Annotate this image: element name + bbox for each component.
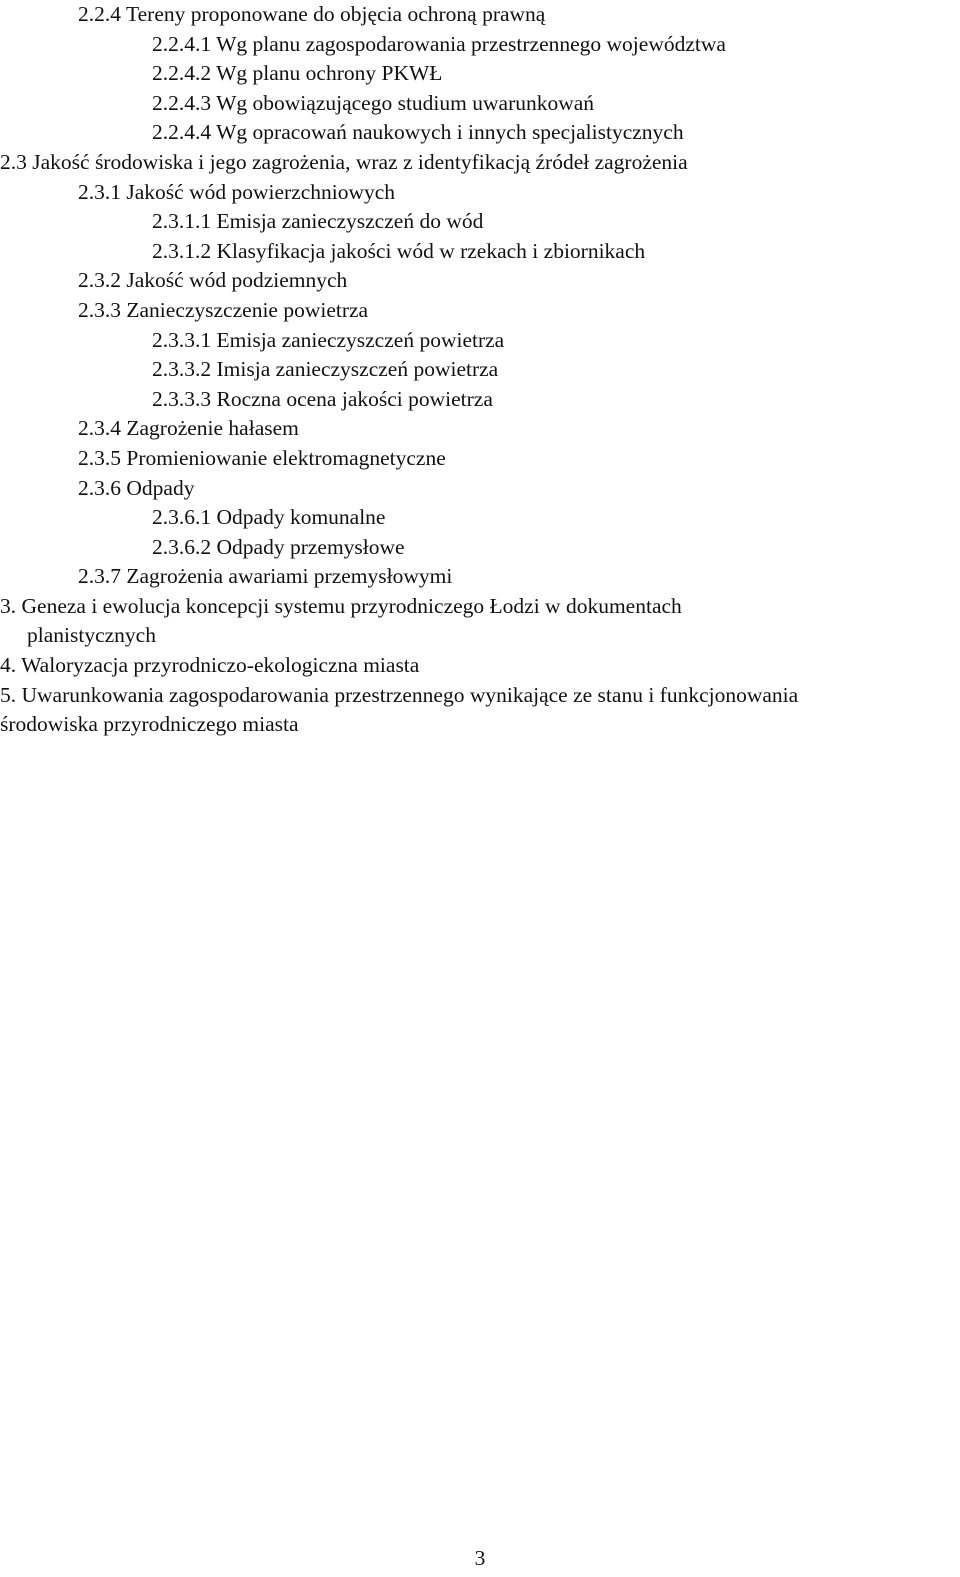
toc-entry-2-3-7: 2.3.7 Zagrożenia awariami przemysłowymi <box>78 564 453 589</box>
toc-entry-4: 4. Waloryzacja przyrodniczo-ekologiczna miasta <box>0 653 420 678</box>
toc-entry-2-2-4-3: 2.2.4.3 Wg obowiązującego studium uwarunkowań <box>152 90 595 115</box>
toc-entry-2-3-3-2: 2.3.3.2 Imisja zanieczyszczeń powietrza <box>152 357 499 382</box>
toc-entry-2-3-4: 2.3.4 Zagrożenie hałasem <box>78 416 299 441</box>
toc-entry-2-3-6: 2.3.6 Odpady <box>78 475 195 500</box>
table-of-contents <box>0 0 960 740</box>
toc-entry-2-3-3-3: 2.3.3.3 Roczna ocena jakości powietrza <box>152 386 493 411</box>
toc-entry-2-3-6-1: 2.3.6.1 Odpady komunalne <box>152 505 386 530</box>
toc-entry-2-3-6-2: 2.3.6.2 Odpady przemysłowe <box>152 534 405 559</box>
toc-entry-2-2-4-1: 2.2.4.1 Wg planu zagospodarowania przestrzennego województwa <box>152 31 726 56</box>
page-number: 3 <box>474 1546 486 1570</box>
toc-entry-3: 3. Geneza i ewolucja koncepcji systemu przyrodniczego Łodzi w dokumentach <box>0 593 682 618</box>
toc-entry-2-3-3: 2.3.3 Zanieczyszczenie powietrza <box>78 297 369 322</box>
toc-entry-3-continued: planistycznych <box>27 623 156 648</box>
toc-entry-5-continued: środowiska przyrodniczego miasta <box>0 712 299 737</box>
toc-entry-2-3-1-1: 2.3.1.1 Emisja zanieczyszczeń do wód <box>152 209 484 234</box>
toc-entry-2-3-2: 2.3.2 Jakość wód podziemnych <box>78 268 348 293</box>
toc-entry-2-2-4: 2.2.4 Tereny proponowane do objęcia ochroną prawną <box>78 2 546 26</box>
toc-entry-2-3-1: 2.3.1 Jakość wód powierzchniowych <box>78 179 396 204</box>
toc-entry-2-3-5: 2.3.5 Promieniowanie elektromagnetyczne <box>78 445 446 470</box>
toc-entry-2-3: 2.3 Jakość środowiska i jego zagrożenia, wraz z identyfikacją źródeł zagrożenia <box>0 149 688 174</box>
toc-entry-5: 5. Uwarunkowania zagospodarowania przestrzennego wynikające ze stanu i funkcjonowania <box>0 682 799 707</box>
toc-entry-2-2-4-2: 2.2.4.2 Wg planu ochrony PKWŁ <box>152 61 443 86</box>
toc-entry-2-2-4-4: 2.2.4.4 Wg opracowań naukowych i innych specjalistycznych <box>152 120 684 145</box>
toc-entry-2-3-1-2: 2.3.1.2 Klasyfikacja jakości wód w rzekach i zbiornikach <box>152 238 646 263</box>
toc-entry-2-3-3-1: 2.3.3.1 Emisja zanieczyszczeń powietrza <box>152 327 505 352</box>
